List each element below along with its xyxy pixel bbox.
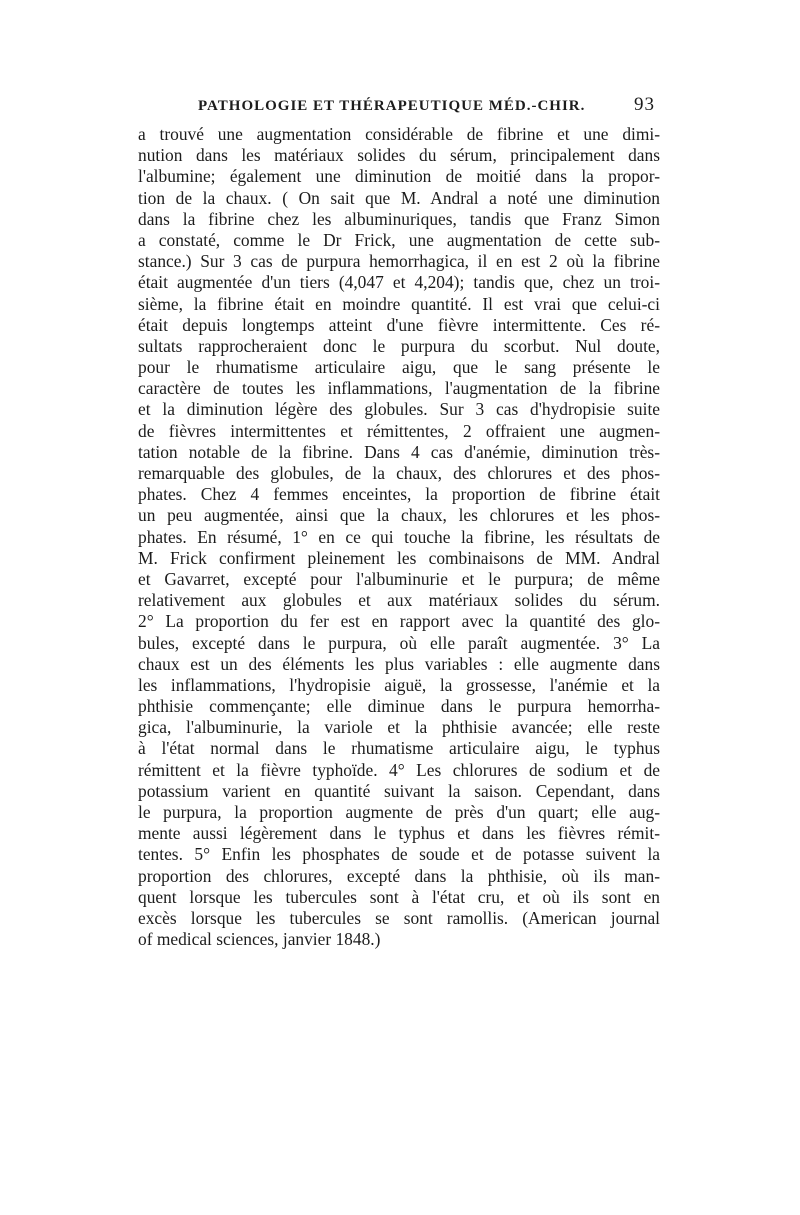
text-line: phthisie commençante; elle diminue dans le purpura hemorrha- [138,696,660,717]
text-line: était augmentée d'un tiers (4,047 et 4,204); tandis que, chez un troi- [138,272,660,293]
text-line: nution dans les matériaux solides du sérum, principalement dans [138,145,660,166]
text-line: un peu augmentée, ainsi que la chaux, les chlorures et les phos- [138,505,660,526]
text-line: chaux est un des éléments les plus variables : elle augmente dans [138,653,660,674]
text-line: les inflammations, l'hydropisie aiguë, la grossesse, l'anémie et la [138,674,660,695]
text-line: a trouvé une augmentation considérable de fibrine et une dimi- [138,124,660,144]
text-line: proportion des chlorures, excepté dans la phthisie, où ils man- [138,865,660,886]
text-line: rémittent et la fièvre typhoïde. 4° Les chlorures de sodium et de [138,759,660,780]
text-line: relativement aux globules et aux matériaux solides du sérum. [138,590,660,611]
text-line: sième, la fibrine était en moindre quantité. Il est vrai que celui-ci [138,293,660,314]
text-line: excès lorsque les tubercules se sont ramollis. (American journal [138,907,660,928]
text-line: potassium varient en quantité suivant la saison. Cependant, dans [138,780,660,801]
text-line: a constaté, comme le Dr Frick, une augmentation de cette sub- [138,229,660,250]
text-line: caractère de toutes les inflammations, l'augmentation de la fibrine [138,378,660,399]
text-line: le purpura, la proportion augmente de près d'un quart; elle aug- [138,802,660,822]
text-line: stance.) Sur 3 cas de purpura hemorrhagica, il en est 2 où la fibrine [138,251,660,272]
text-line: mente aussi légèrement dans le typhus et dans les fièvres rémit- [138,823,660,844]
text-line: phates. En résumé, 1° en ce qui touche la fibrine, les résultats de [138,526,660,547]
text-line: de fièvres intermittentes et rémittentes, 2 offraient une augmen- [138,420,660,441]
text-line: tation notable de la fibrine. Dans 4 cas d'anémie, diminution très- [138,441,660,462]
text-line: et Gavarret, excepté pour l'albuminurie et le purpura; de même [138,568,660,589]
text-line: pour le rhumatisme articulaire aigu, que le sang présente le [138,357,660,378]
running-header [198,94,655,120]
body-text [138,124,660,950]
text-line: bules, excepté dans le purpura, où elle paraît augmentée. 3° La [138,632,660,653]
text-line: dans la fibrine chez les albuminuriques, tandis que Franz Simon [138,208,660,229]
text-line: quent lorsque les tubercules sont à l'état cru, et où ils sont en [138,886,660,907]
text-line: phates. Chez 4 femmes enceintes, la proportion de fibrine était [138,484,660,505]
running-title: PATHOLOGIE ET THÉRAPEUTIQUE MÉD.-CHIR. [198,98,586,114]
page-number: 93 [634,94,655,115]
text-line: l'albumine; également une diminution de moitié dans la propor- [138,166,660,187]
text-line: tion de la chaux. ( On sait que M. Andral a noté une diminution [138,187,660,208]
text-line: M. Frick confirment pleinement les combinaisons de MM. Andral [138,547,660,568]
text-line: of medical sciences, janvier 1848.) [138,929,381,950]
text-line: tentes. 5° Enfin les phosphates de soude et de potasse suivent la [138,844,660,865]
text-line: sultats rapprocheraient donc le purpura du scorbut. Nul doute, [138,335,660,356]
text-line: et la diminution légère des globules. Sur 3 cas d'hydropisie suite [138,399,660,420]
text-line: 2° La proportion du fer est en rapport avec la quantité des glo- [138,611,660,632]
text-line: gica, l'albuminurie, la variole et la phthisie avancée; elle reste [138,717,660,738]
text-line: était depuis longtemps atteint d'une fièvre intermittente. Ces ré- [138,314,660,335]
text-line: remarquable des globules, de la chaux, des chlorures et des phos- [138,463,660,483]
text-line: à l'état normal dans le rhumatisme articulaire aigu, le typhus [138,738,660,759]
